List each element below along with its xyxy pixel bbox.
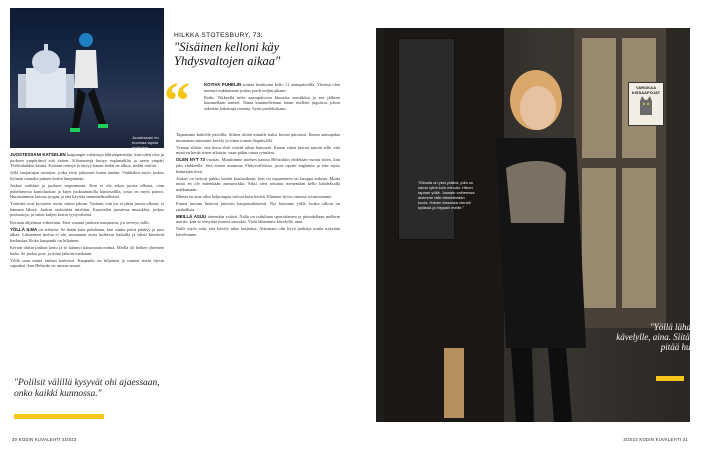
paragraph: Minun on aina ollut helpompaa valvoa kuin herätä. Elämme hyvin omassa rytmissämme. <box>176 193 333 199</box>
article-column-top <box>204 82 340 113</box>
pull-quote: "Polilsit välillä kysyvät ohi ajaessaan, onko kaikki kunnossa." <box>14 378 160 399</box>
article-title: "Sisäinen kelloni käy Yhdysvaltojen aikaa" <box>174 40 281 68</box>
paragraph: Kertaan ohjelmaa viikoittain. Ensi vuonna juoksen maratonin, jos terveys sallii. <box>10 219 150 225</box>
paragraph: Kerran ohitin jonkun kettu ja se kääntyi katsomaan minua. Meillä oli hetken yhteinen hetki. Se juoksi pois, ja minä jatkoin matkaani. <box>10 244 164 256</box>
paragraph: toinenkin ystävä. Nalle on rodultaan siperialainen ja pituudeltaan melkein metrin, kun se venyttää itsensä suoraksi. Vielä lähtemme kävelylle, aina. <box>176 213 340 225</box>
accent-bar <box>656 376 684 381</box>
lead-in: KOTIVA PUHELIN <box>204 82 242 87</box>
pull-quote: "Yöllä lähdemme kävelylle, aina. Siitä Nallu pitää huolen." <box>616 322 712 352</box>
sign-text: VAROKAA KISSAAPOJAT <box>631 85 661 95</box>
article-header <box>174 32 340 68</box>
photo-caption: Juostessani en huomaa lapsia kolahdun.. <box>132 135 159 150</box>
paragraph: Ystäväni ovat kysyneet usein, miten jaksan. Vastaan, että jos ei jaksa juosta ulkona, ei kannata lähteä. Juoksu rauhoittaa mieltäni. Kuuntelen juostessa musiikkia, joskus podcasteja, ja sitten kuljen kotiin tyytyväisenä. <box>10 201 164 218</box>
paragraph: Joskus on tietysti pakko herätä kouluaikaan, kun on tapaaminen tai kauppa aukeaa. Mutta minä en ole mitenkään aamuvirkku. Siksi olen tottunut menemään kello kahdeksalla nukkumaan. <box>176 175 340 192</box>
warning-sign <box>628 82 664 126</box>
paragraph: vuotias. Muuttimme miehen kanssa Helsinkiin yhdeksän vuotta sitten, kun jäin eläkkeelle. Sitä ennen asuimme Yhdysvalloissa, jossa opetin englantia ja tein myös kääntäjän töitä. <box>176 157 340 174</box>
photo-caption: "Minulla on yksi ystävä, jolla on sama rytmi kuin minulla. Hänet tapaan yöllä. Jossain vaiheessa aloimme tälle lähettämään kuvia. Hänen kissansa vieraili kylässä ja hiippaili meille." <box>418 180 475 210</box>
paragraph: soittaa herättyäni kello 11 aamupäivällä. Yleensä olen mennyt nukkumaan joskus puoli neljän aikaan. <box>204 82 340 93</box>
paragraph: Ennen korona hoitivat päivisin kaupassakäynnit. Nyt käymme yöllä, koska silloin on rauhallista. <box>176 201 340 212</box>
left-page <box>0 0 349 450</box>
doorway-photo <box>376 28 712 422</box>
paragraph: Tapaamme kahville päivällä. Siihen riittää minulle kaksi kertaa päivässä. Ennen aamupalaa muutaman minuutin kävely ja sitten toinen iltapäivällä. <box>176 132 340 143</box>
paragraph: Jyllä suojattujen rantojen, jotka eivät jäätyneet kuten tänään. Vaikkakin myös joskus kylmän rannalta pääsen kotiin lämpimään. <box>10 170 164 181</box>
lead-in: OLEN NYT 73 <box>176 157 205 163</box>
page-footer: 3/2023 KODIN KUVALEHTI 31 <box>623 437 688 442</box>
paragraph: Yöllä saan mutta rauhan kaikessa. Kaupunki on hiljainen ja tunnen itseni täysin vapaaksi, kun Helsinki on minun omani. <box>10 257 164 269</box>
quote-mark-icon: “ <box>164 73 190 130</box>
runner-figure <box>58 28 118 143</box>
paragraph: on erilaista. Se ikään kuin puhdistuu, kun vanha päivä päättyy ja uusi alkaa. Liikenteen melua ei ole, muutamat autot kulkevat kaduilla ja taksit kiertävät keskustaa. Koko kaupunki on hiljainen. <box>10 226 164 243</box>
night-runner-photo <box>10 8 164 148</box>
accent-bar <box>14 414 104 419</box>
article-kicker: HILKKA STOTESBURY, 73: <box>174 32 264 39</box>
right-page <box>348 0 712 450</box>
page-footer: 30 KODIN KUVALEHTI 3/2023 <box>12 437 77 442</box>
lead-in: YÖLLÄ ILMA <box>10 226 38 232</box>
lead-in: MEILLÄ ASUU <box>176 213 207 219</box>
lead-in: JUOSTESSANI KATSELEN <box>10 152 66 157</box>
cat-icon <box>637 95 655 117</box>
paragraph: Radio Vikkeellä tulee aamupäivisin klassista musiikkia ja sen jälkeen kuunnellaan uutiset. Nämä kuunnellessani laitan itselleni jugurttia, johon sekoitan leikattuja omenia. Syön puoleksikaan. <box>204 94 340 111</box>
paragraph: Joskus vaihdan ja juoksen nopeammin. Kun ei ole aikaa juosta ulkona, otan puhelimessa kuntoluokan ja käyn juoksumatolla kuntosalilla, jossa on myös painot. Harrastamme kotona joogaa ja tätä käyttää suunnitelmallisesti. <box>10 182 164 200</box>
window-pane <box>622 168 656 308</box>
paragraph: Venaan silloin, että kissa ehtii viettää aikaa kanssani. Kauan sitten kerran sanoin sille, että minä en herää sitten aikaisin, vaan pidän omaa rytmiäni. <box>176 144 340 156</box>
article-column <box>176 132 340 239</box>
paragraph: Nalle myös siitä, että kävely tulee kuljettua. Aikoinani olin hyvä juoksija mutta nykyään kävelemme. <box>176 226 340 237</box>
woman-with-cat-figure <box>436 48 596 422</box>
paragraph: kaupungin valaistuja lähiympäristöjä, kun tulen ulos ja juoksen ympäriinsä sitä varten. Kilometrejä kertyy esplanadilta ja usein ympäri Töölönlahden kautta. Kertaan reittejä ja täytyy kauan tiedät ne ulkoa, tiedän reittini. <box>10 152 164 169</box>
left-column <box>10 152 164 270</box>
